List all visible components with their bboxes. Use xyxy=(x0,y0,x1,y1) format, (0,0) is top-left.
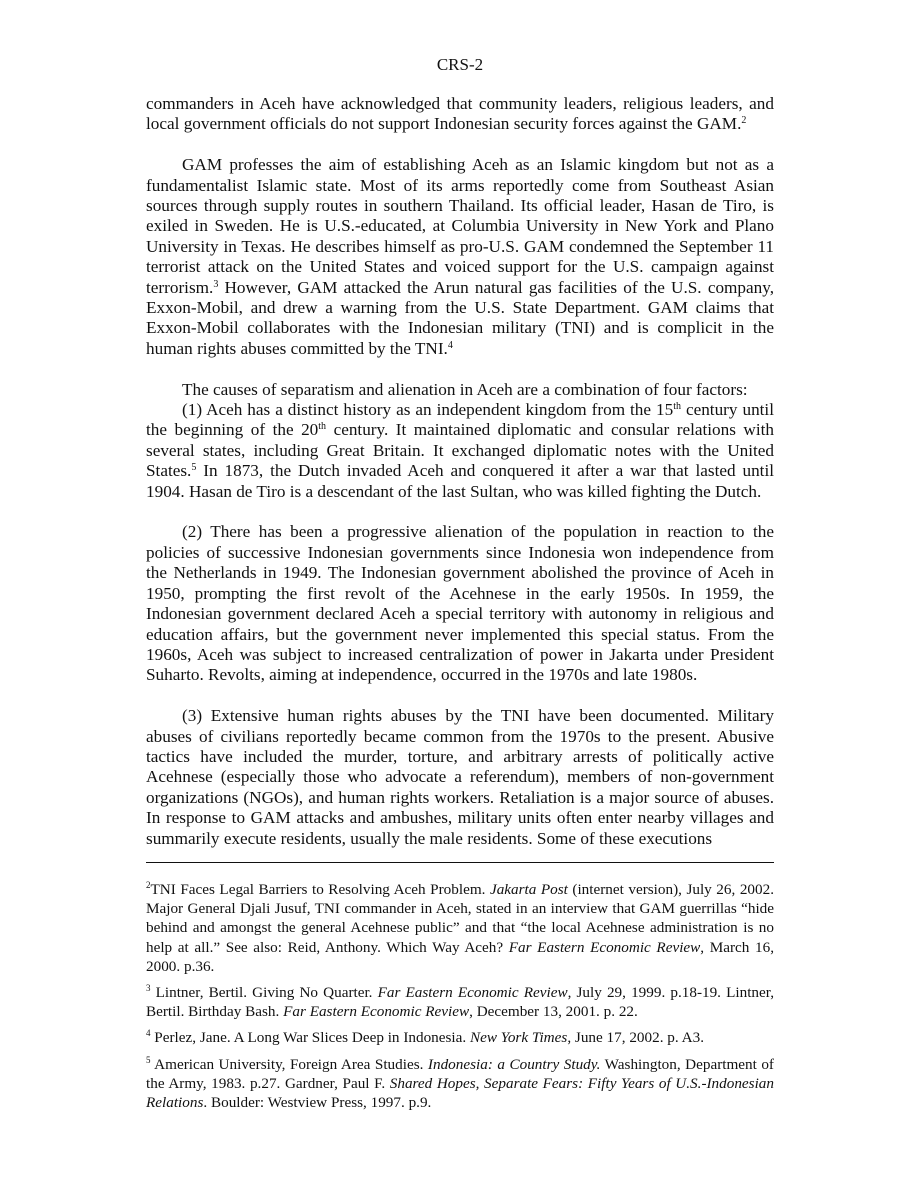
footnote-text: Washington, Department of the Army, 1983. p.27. Gardner, Paul F. xyxy=(146,1055,774,1092)
paragraph-1-text-a: GAM professes the aim of establishing Aceh as an Islamic kingdom but not as a fundamentalist Islamic state. Most of its arms reportedly come from Southeast Asian sources through supply routes in southern Thailand. Its official leader, Hasan de Tiro, is exiled in Sweden. He is U.S.-educated, at Columbia University in New York and Plano University in Texas. He describes himself as pro-U.S. GAM condemned the September 11 terrorist attack on the United States and voiced support for the U.S. campaign against terrorism. xyxy=(146,155,774,297)
footnote-number: 2 xyxy=(146,880,151,890)
paragraph-2: The causes of separatism and alienation in Aceh are a combination of four factors: xyxy=(182,379,748,399)
paragraph-3 xyxy=(146,400,774,502)
footnote-text: Lintner, Bertil. Giving No Quarter. xyxy=(155,984,378,1002)
footnote-source-title: Far Eastern Economic Review xyxy=(508,938,701,956)
paragraph-0 xyxy=(146,94,774,135)
body-text xyxy=(146,94,774,869)
ordinal-suffix: th xyxy=(673,401,681,413)
ordinal-suffix: th xyxy=(318,421,327,433)
footnote-text: , July 29, 1999. p.18-19. Lintner, Bertil. Birthday Bash. xyxy=(146,984,774,1021)
footnote-divider xyxy=(146,862,774,863)
footnote-ref-4[interactable]: 4 xyxy=(447,339,453,351)
footnote-text: American University, Foreign Area Studies. xyxy=(154,1055,428,1073)
footnote-text: , March 16, 2000. p.36. xyxy=(146,938,774,975)
paragraph-3-text-a: (1) Aceh has a distinct history as an independent kingdom from the 15 xyxy=(182,400,674,420)
paragraph-4: (2) There has been a progressive alienation of the population in reaction to the policies of successive Indonesian governments since Indonesia won independence from the Netherlands in 1949. The Indonesian government abolished the province of Aceh in 1950, prompting the first revolt of the Acehnese in the early 1950s. In 1959, the Indonesian government declared Aceh a special territory with autonomy in religious and education affairs, but the government never implemented this special status. From the 1960s, Aceh was subject to increased centralization of power in Jakarta under President Suharto. Revolts, aiming at independence, occurred in the 1970s and late 1980s. xyxy=(146,522,774,685)
footnote-source-title: Far Eastern Economic Review xyxy=(377,984,568,1002)
footnotes xyxy=(146,880,774,1119)
paragraph-3-text-d: In 1873, the Dutch invaded Aceh and conquered it after a war that lasted until 1904. Hasan de Tiro is a descendant of the last Sultan, who was killed fighting the Dutch. xyxy=(146,461,774,501)
footnote-text: , December 13, 2001. p. 22. xyxy=(469,1003,638,1021)
paragraph-1-text-b: However, GAM attacked the Arun natural gas facilities of the U.S. company, Exxon-Mobil, and drew a warning from the U.S. State Department. GAM claims that Exxon-Mobil collaborates with the Indonesian military (TNI) and is complicit in the human rights abuses committed by the TNI. xyxy=(146,277,774,358)
footnote-text: , June 17, 2002. p. A3. xyxy=(567,1029,704,1047)
paragraph-3-text-b: century until the beginning of the 20 xyxy=(146,400,774,440)
footnote-5 xyxy=(146,1055,774,1113)
footnote-number: 4 xyxy=(146,1028,151,1039)
footnote-ref-5[interactable]: 5 xyxy=(191,462,197,474)
footnote-2 xyxy=(146,880,774,976)
footnote-source-title: Jakarta Post xyxy=(489,881,568,898)
footnote-4 xyxy=(146,1028,774,1047)
paragraph-0-text: commanders in Aceh have acknowledged that community leaders, religious leaders, and local government officials do not support Indonesian security forces against the GAM. xyxy=(146,94,774,134)
footnote-source-title: Far Eastern Economic Review xyxy=(283,1003,470,1021)
footnote-number: 3 xyxy=(146,983,151,994)
footnote-text: (internet version), July 26, 2002. Major General Djali Jusuf, TNI commander in Aceh, stated in an interview that GAM guerrillas “hide behind and amongst the general Acehnese public” and that “the local Acehnese administration is no help at all.” See also: Reid, Anthony. Which Way Aceh? xyxy=(146,881,774,956)
footnote-ref-3[interactable]: 3 xyxy=(213,278,219,290)
paragraph-5: (3) Extensive human rights abuses by the TNI have been documented. Military abuses of civilians reportedly became common from the 1970s to the present. Abusive tactics have included the murder, torture, and arbitrary arrests of politically active Acehnese (especially those who advocate a referendum), members of non-government organizations (NGOs), and human rights workers. Retaliation is a major source of abuses. In response to GAM attacks and ambushes, military units often enter nearby villages and summarily execute residents, usually the male residents. Some of these executions xyxy=(146,706,774,848)
paragraph-3-text-c: century. It maintained diplomatic and consular relations with several states, including Great Britain. It exchanged diplomatic notes with the United States. xyxy=(146,420,774,481)
footnote-text: TNI Faces Legal Barriers to Resolving Aceh Problem. xyxy=(150,881,490,898)
footnote-text: . Boulder: Westview Press, 1997. p.9. xyxy=(203,1094,432,1112)
paragraph-1 xyxy=(146,155,774,359)
footnote-source-title: Shared Hopes, Separate Fears: Fifty Years of U.S.-Indonesian Relations xyxy=(146,1074,774,1112)
footnote-source-title: New York Times xyxy=(469,1029,568,1047)
page-header: CRS-2 xyxy=(436,55,484,74)
footnote-text: Perlez, Jane. A Long War Slices Deep in Indonesia. xyxy=(154,1029,470,1047)
footnote-ref-2[interactable]: 2 xyxy=(741,115,747,127)
footnote-3 xyxy=(146,983,774,1021)
footnote-source-title: Indonesia: a Country Study. xyxy=(427,1055,601,1073)
footnote-number: 5 xyxy=(146,1054,151,1065)
